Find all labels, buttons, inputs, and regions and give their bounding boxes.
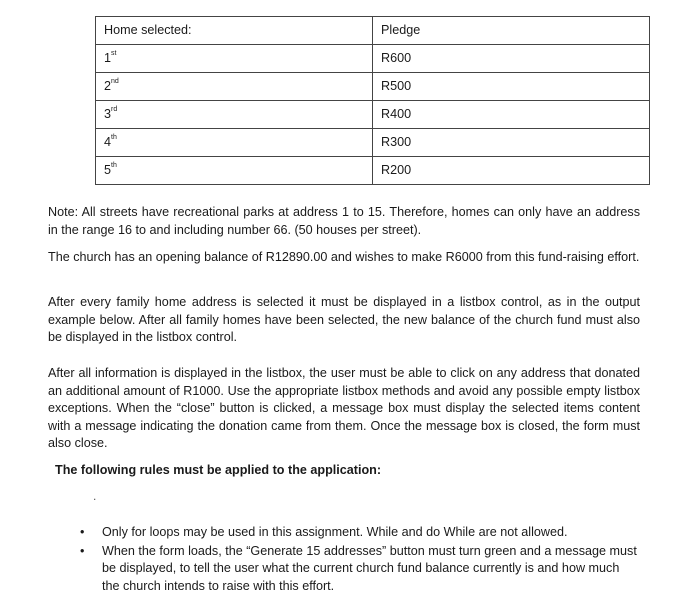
table-row (96, 73, 650, 101)
pledge-amount: R200 (373, 157, 650, 185)
list-item (78, 543, 638, 596)
rank-number: 3 (104, 106, 112, 121)
rank-number: 5 (104, 162, 112, 177)
bullet-icon: • (80, 525, 85, 539)
rank-suffix: th (111, 133, 117, 141)
rule-text: When the form loads, the “Generate 15 addresses” button must turn green and a message must be displayed, to tell the user what the current church fund balance currently is and how much the church intends to raise with this effort. (102, 543, 637, 593)
table-header-row (96, 17, 650, 45)
note-paragraph: Note: All streets have recreational parks at address 1 to 15. Therefore, homes can only have an address in the range 16 to and including number 66. (50 houses per street). (48, 205, 640, 237)
rank-number: 1 (104, 50, 112, 65)
pledge-amount: R600 (373, 45, 650, 73)
table-row (96, 157, 650, 185)
rules-list (78, 524, 638, 596)
header-pledge: Pledge (373, 17, 650, 45)
rank-suffix: nd (111, 77, 119, 85)
stray-dot: . (93, 489, 97, 503)
pledge-amount: R400 (373, 101, 650, 129)
rule-text: Only for loops may be used in this assignment. While and do While are not allowed. (102, 525, 568, 539)
rank-number: 4 (104, 134, 112, 149)
table-row (96, 129, 650, 157)
home-rank (96, 101, 373, 129)
bullet-icon: • (80, 543, 85, 558)
church-balance-paragraph: The church has an opening balance of R12890.00 and wishes to make R6000 from this fund-raising effort. (48, 250, 640, 264)
pledge-table (95, 16, 650, 185)
rank-suffix: st (111, 49, 117, 57)
table-row (96, 101, 650, 129)
home-rank (96, 157, 373, 185)
home-rank (96, 45, 373, 73)
table-row (96, 45, 650, 73)
rank-number: 2 (104, 78, 112, 93)
rank-suffix: th (111, 161, 117, 169)
listbox-paragraph: After every family home address is selected it must be displayed in a listbox control, as in the output example below. After all family homes have been selected, the new balance of the church fund must also be displayed in the listbox control. (48, 295, 640, 344)
home-rank (96, 73, 373, 101)
list-item (78, 524, 638, 542)
pledge-amount: R500 (373, 73, 650, 101)
header-home-selected: Home selected: (96, 17, 373, 45)
rank-suffix: rd (111, 105, 118, 113)
click-address-paragraph: After all information is displayed in the listbox, the user must be able to click on any address that donated an additional amount of R1000. Use the appropriate listbox methods and avoid any possible empty listbox exceptions. When the “close” button is clicked, a message box must display the selected items content with a message indicating the donation came from them. Once the message box is closed, the form must also close. (48, 366, 640, 450)
pledge-amount: R300 (373, 129, 650, 157)
home-rank (96, 129, 373, 157)
rules-heading: The following rules must be applied to the application: (55, 463, 382, 477)
